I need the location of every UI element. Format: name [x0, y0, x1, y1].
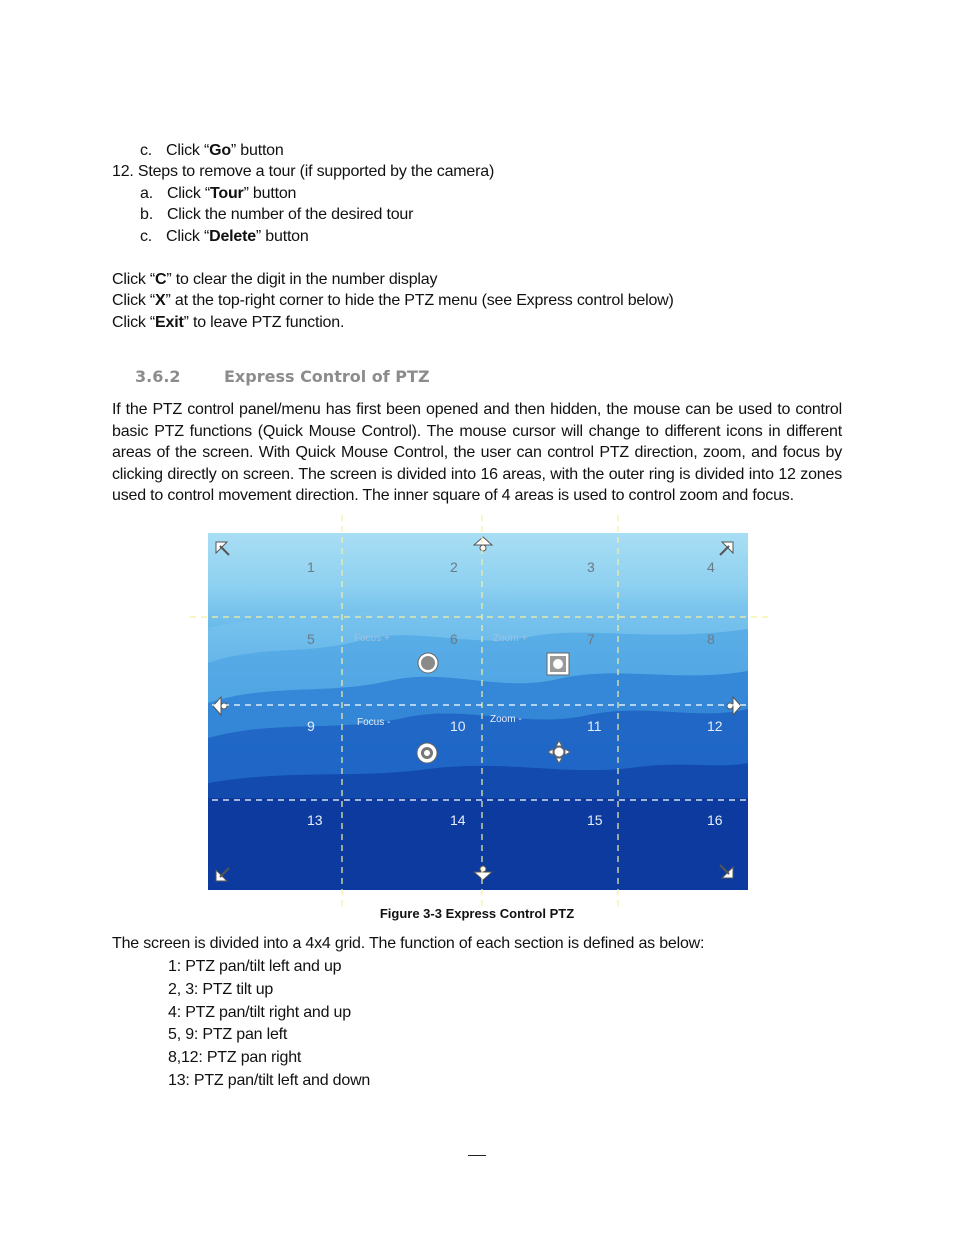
text: ” button [243, 185, 297, 202]
zone-7-label: 7 [587, 631, 595, 647]
text: Click “ [166, 185, 210, 202]
list-marker: c. [140, 228, 153, 245]
step-b-number [140, 205, 413, 225]
function-item: 5, 9: PTZ pan left [168, 1026, 288, 1043]
zone-10-label: 10 [450, 718, 466, 734]
zone-16-label: 16 [707, 812, 723, 828]
intro-paragraph: If the PTZ control panel/menu has first been opened and then hidden, the mouse can be used to control basic PTZ functions (Quick Mouse Control). The mouse cursor will change to different icons in different areas of the screen. With Quick Mouse Control, the user can control PTZ direction, zoom, and focus by clicking directly on screen. The screen is divided into 16 areas, with the outer ring is divided into 12 zones used to control movement direction. The inner square of 4 areas is used to control zoom and focus. [112, 401, 842, 504]
zone-8-label: 8 [707, 631, 715, 647]
text: ” at the top-right corner to hide the PTZ menu (see Express control below) [165, 292, 674, 309]
bold-term: Delete [209, 228, 256, 245]
step-c-go [140, 141, 284, 161]
focus-minus-label: Focus - [357, 717, 391, 728]
list-marker: a. [140, 185, 153, 202]
section-title: Express Control of PTZ [224, 367, 430, 386]
zone-14-label: 14 [450, 812, 466, 828]
focus-plus-label: Focus + [354, 633, 390, 644]
zoom-minus-label: Zoom - [490, 714, 522, 725]
text: ” to clear the digit in the number display [166, 271, 438, 288]
zone-13-label: 13 [307, 812, 323, 828]
page-number-rule [468, 1155, 486, 1156]
zone-15-label: 15 [587, 812, 603, 828]
click-x-line [112, 291, 674, 311]
zone-5-label: 5 [307, 631, 315, 647]
zoom-plus-label: Zoom + [493, 633, 528, 644]
bold-term: X [155, 292, 166, 309]
list-marker: b. [140, 206, 153, 223]
zone-4-label: 4 [707, 559, 715, 575]
bold-term: Tour [210, 185, 244, 202]
step-a-tour [140, 184, 296, 204]
click-c-line [112, 270, 437, 290]
section-number: 3.6.2 [135, 367, 181, 386]
step-12: 12. Steps to remove a tour (if supported by the camera) [112, 163, 495, 180]
step-c-delete [140, 227, 309, 247]
zone-9-label: 9 [307, 718, 315, 734]
grid-intro: The screen is divided into a 4x4 grid. The function of each section is defined as below: [112, 935, 705, 952]
bold-term: Exit [155, 314, 184, 331]
bold-term: Go [209, 142, 231, 159]
function-item: 8,12: PTZ pan right [168, 1049, 302, 1066]
click-exit-line [112, 313, 344, 333]
section-heading [135, 367, 430, 386]
zone-3-label: 3 [587, 559, 595, 575]
text: Click “ [112, 271, 156, 288]
function-item: 4: PTZ pan/tilt right and up [168, 1004, 351, 1021]
function-item: 1: PTZ pan/tilt left and up [168, 958, 342, 975]
zone-1-label: 1 [307, 559, 315, 575]
zone-2-label: 2 [450, 559, 458, 575]
text: Click “ [166, 142, 210, 159]
zone-6-label: 6 [450, 631, 458, 647]
list-marker: c. [140, 142, 153, 159]
zone-11-label: 11 [587, 718, 602, 734]
text: Click “ [112, 314, 156, 331]
function-item: 2, 3: PTZ tilt up [168, 981, 274, 998]
grid-overlay [190, 515, 770, 907]
text: Click “ [166, 228, 210, 245]
function-item: 13: PTZ pan/tilt left and down [168, 1072, 371, 1089]
text: Click the number of the desired tour [166, 206, 414, 223]
text: ” button [255, 228, 309, 245]
bold-term: C [155, 271, 167, 288]
figure-caption: Figure 3-3 Express Control PTZ [379, 906, 575, 921]
text: Click “ [112, 292, 156, 309]
text: ” button [230, 142, 284, 159]
text: ” to leave PTZ function. [183, 314, 345, 331]
zone-12-label: 12 [707, 718, 723, 734]
